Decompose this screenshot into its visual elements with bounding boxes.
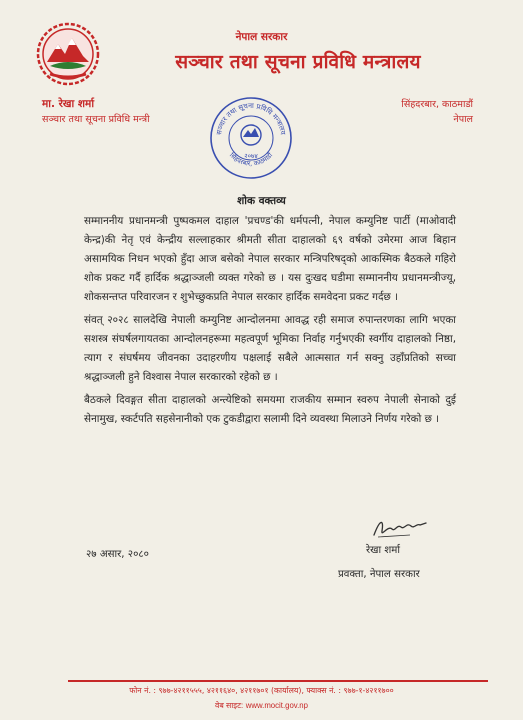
footer-divider <box>68 680 488 682</box>
body-paragraph: बैठकले दिवङ्गत सीता दाहालको अन्त्येष्टिको समयमा राजकीय सम्मान स्वरुप नेपाली सेनाको दुई सेनामुख, स्कर्टपति सहसेनानीको एक टुकडीद्वारा सलामी दिने व्यवस्था मिलाउने निर्णय गरेको छ । <box>84 394 456 425</box>
footer-web-url[interactable]: www.mocit.gov.np <box>245 701 308 710</box>
document-title: शोक वक्तव्य <box>237 195 286 207</box>
body-paragraph: संवत् २०२८ सालदेखि नेपाली कम्युनिष्ट आन्दोलनमा आवद्ध रही समाज रुपान्तरणका लागि भएका सशस्त्र संघर्षलगायतका आन्दोलनहरूमा महत्वपूर्ण भूमिका निर्वाह गर्नुभएकी स्वर्गीय दाहालको निष्ठा, त्याग र संघर्षमय जीवनका उदाहरणीय पक्षलाई सबैले आत्मसात गर्न सक्नु उहाँप्रतिको सच्चा श्रद्धाञ्जली हुने विश्वास नेपाल सरकारको रहेको छ । <box>84 314 456 383</box>
government-heading: नेपाल सरकार <box>235 31 288 43</box>
body-paragraph: सम्माननीय प्रधानमन्त्री पुष्पकमल दाहाल 'प्रचण्ड'की धर्मपत्नी, नेपाल कम्युनिष्ट पार्टी (माओवादी केन्द्र)की नेतृ एवं केन्द्रीय सल्लाहकार श्रीमती सीता दाहालको ६९ वर्षको उमेरमा आज बिहान असामयिक निधन भएको हुँदा आज बसेको नेपाल सरकार मन्त्रिपरिषद्को आकस्मिक बैठकले गहिरो शोक प्रकट गर्दै हार्दिक श्रद्धाञ्जली व्यक्त गरेको छ । यस दुःखद घडीमा सम्माननीय प्रधानमन्त्रीज्यू, शोकसन्तप्त परिवारजन र शुभेच्छुकप्रति नेपाल सरकार हार्दिक समवेदना प्रकट गर्दछ । <box>84 215 456 303</box>
footer-web-label: वेब साइट: <box>215 701 244 710</box>
seal-bottom-text: सिंहदरबार, काठमाडौं <box>227 151 275 168</box>
official-name: मा. रेखा शर्मा <box>42 98 95 110</box>
document-date: २७ असार, २०८० <box>86 549 149 560</box>
footer-contact: फोन नं. : ९७७-४२११५५५, ४२११६४०, ४२११७०१ (कार्यालय), फ्याक्स नं. : ९७७-१-४२११७०० <box>129 686 394 695</box>
ministry-heading: सञ्चार तथा सूचना प्रविधि मन्त्रालय <box>175 51 421 73</box>
signatory-title: प्रवक्ता, नेपाल सरकार <box>338 569 420 580</box>
address-line-1: सिंहदरबार, काठमाडौं <box>401 99 473 110</box>
ministry-seal-icon <box>208 95 294 181</box>
address-line-2: नेपाल <box>453 114 473 125</box>
handwritten-signature <box>370 515 430 541</box>
official-title: सञ्चार तथा सूचना प्रविधि मन्त्री <box>42 114 150 125</box>
signatory-name: रेखा शर्मा <box>366 545 401 556</box>
seal-year: २०७४ <box>244 152 258 160</box>
document-body <box>84 212 456 433</box>
footer-website <box>0 701 523 711</box>
seal-top-text: सञ्चार तथा सूचना प्रविधि मन्त्रालय <box>215 101 287 136</box>
